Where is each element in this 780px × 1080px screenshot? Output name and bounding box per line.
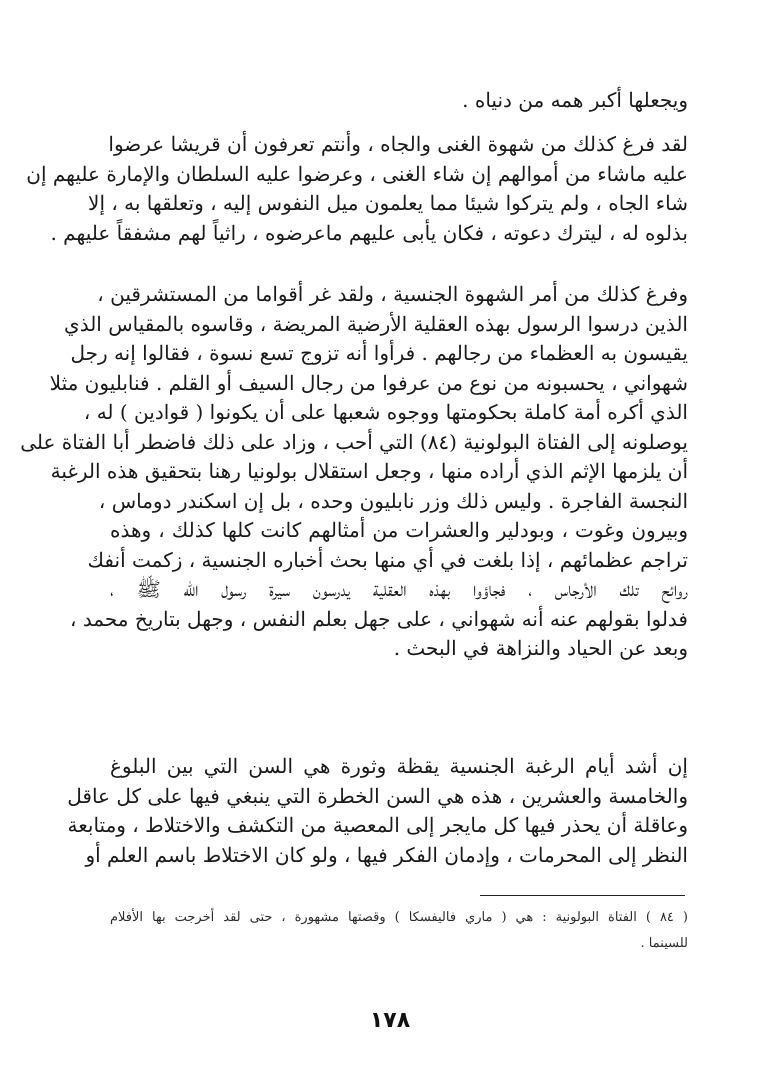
text-line: وعاقلة أن يحذر فيها كل مايجر إلى المعصية من التكشف والاختلاط ، ومتابعة (67, 813, 688, 837)
text-line: فدلوا بقولهم عنه أنه شهواني ، على جهل بعلم النفس ، وجهل بتاريخ محمد ، (70, 606, 688, 631)
text-line: بذلوه له ، ليترك دعوته ، فكان يأبى عليهم ماعرضوه ، راثياً لهم مشفقاً عليهم . (50, 220, 688, 245)
text-line: يوصلونه إلى الفتاة البولونية (٨٤) التي أحب ، وزاد على ذلك فاضطر أبا الفتاة على (20, 429, 688, 454)
footnote-divider (480, 895, 685, 896)
text-line: والخامسة والعشرين ، هذه هي السن الخطرة التي ينبغي فيها على كل عاقل (67, 783, 688, 808)
text-line: النجسة الفاجرة . وليس ذلك وزر نابليون وحده ، بل إن اسكندر دوماس ، (98, 488, 688, 513)
paragraph-4 (67, 752, 688, 870)
paragraph-1 (110, 86, 688, 116)
text-line: لقد فرغ كذلك من شهوة الغنى والجاه ، وأنتم تعرفون أن قريشا عرضوا (108, 132, 688, 156)
text-line: الذين درسوا الرسول بهذه العقلية الأرضية المريضة ، وقاسوه بالمقياس الذي (64, 311, 688, 336)
text-line: شاء الجاه ، ولم يتركوا شيئا مما يعلمون ميل النفوس إليه ، وتعلقها به ، إلا (88, 191, 688, 215)
text-line: تراجم عظمائهم ، إذا بلغت في أي منها بحث أخباره الجنسية ، زكمت أنفك (87, 547, 688, 572)
footnote-line: للسينما . (640, 936, 688, 951)
text-line: النظر إلى المحرمات ، وإدمان الفكر فيها ، ولو كان الاختلاط باسم العلم أو (85, 842, 688, 867)
text-line: شهواني ، يحسبونه من نوع من عرفوا من رجال السيف أو القلم . فنابليون مثلا (49, 370, 688, 395)
text-line: الذي أكره أمة كاملة بحكومتها ووجوه شعبها على أن يكونوا ( قوادين ) له ، (83, 400, 688, 424)
text-line: إن أشد أيام الرغبة الجنسية يقظة وثورة هي السن التي بين البلوغ (110, 754, 688, 778)
text-line: روائح تلك الأرجاس ، فجاؤوا بهذه العقلية يدرسون سيرة رسول الله ﷺ ، (110, 577, 688, 601)
text-line: وبيرون وغوت ، وبودلير والعشرات من أمثالهم كانت كلها كذلك ، وهذه (110, 518, 688, 542)
paragraph-2 (26, 130, 688, 248)
paragraph-3 (20, 280, 688, 664)
footnote-line: ( ٨٤ ) الفتاة البولونية : هي ( ماري فاليفسكا ) وقصتها مشهورة ، حتى لقد أخرجت بها الأفلام (110, 910, 688, 925)
footnote (110, 905, 688, 957)
text-line: ويجعلها أكبر همه من دنياه . (462, 88, 688, 112)
text-line: أن يلزمها الإثم الذي أراده منها ، وجعل استقلال بولونيا رهنا بتحقيق هذه الرغبة (50, 459, 688, 483)
page-number: ١٧٨ (369, 1008, 411, 1033)
text-line: وفرغ كذلك من أمر الشهوة الجنسية ، ولقد غر أقواما من المستشرقين ، (97, 282, 688, 306)
text-line: يقيسون به العظماء من رجالهم . فرأوا أنه تزوج تسع نسوة ، فقالوا إنه رجل (70, 341, 688, 365)
text-line: وبعد عن الحياد والنزاهة في البحث . (393, 636, 688, 660)
text-line: عليه ماشاء من أموالهم إن شاء الغنى ، وعرضوا عليه السلطان والإمارة عليهم إن (26, 161, 688, 186)
